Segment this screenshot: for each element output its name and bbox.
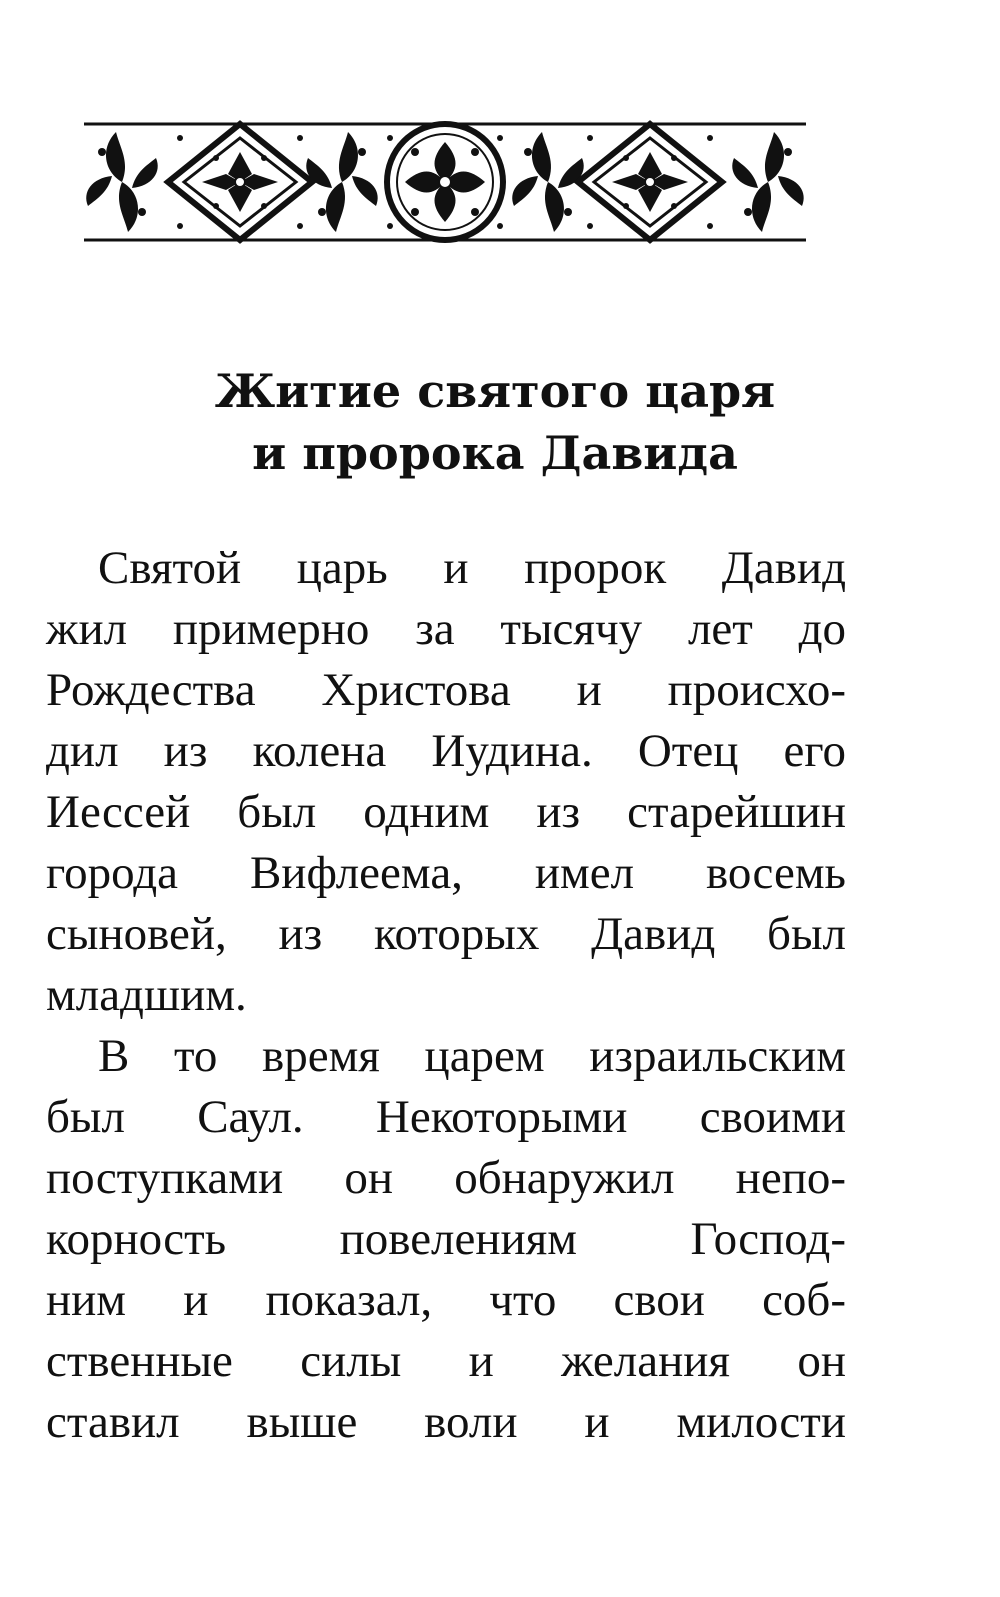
paragraph-1 xyxy=(46,538,846,1026)
chapter-title-line-2: и пророка Давида xyxy=(252,426,738,480)
text-line: жил примерно за тысячу лет до xyxy=(46,603,846,655)
text-line: был Саул. Некоторыми своими xyxy=(46,1091,846,1143)
text-line: дил из колена Иудина. Отец его xyxy=(46,725,846,777)
body-text xyxy=(46,538,846,1453)
text-line: поступками он обнаружил непо- xyxy=(46,1152,846,1204)
chapter-title xyxy=(40,360,950,484)
paragraph-2 xyxy=(46,1026,846,1453)
text-line: ственные силы и желания он xyxy=(46,1335,846,1387)
text-line: Святой царь и пророк Давид xyxy=(98,542,846,594)
text-line: сыновей, из которых Давид был xyxy=(46,908,846,960)
text-line: города Вифлеема, имел восемь xyxy=(46,847,846,899)
text-line: В то время царем израильским xyxy=(98,1030,846,1082)
text-line: Рождества Христова и происхо- xyxy=(46,664,846,716)
text-line: ставил выше воли и милости xyxy=(46,1396,846,1448)
header-ornament xyxy=(80,118,810,246)
text-line: корность повелениям Господ- xyxy=(46,1213,846,1265)
floral-ornament-band-icon xyxy=(80,118,810,246)
text-line: младшим. xyxy=(46,969,247,1021)
text-line: ним и показал, что свои соб- xyxy=(46,1274,846,1326)
text-line: Иессей был одним из старейшин xyxy=(46,786,846,838)
chapter-title-line-1: Житие святого царя xyxy=(214,364,776,418)
